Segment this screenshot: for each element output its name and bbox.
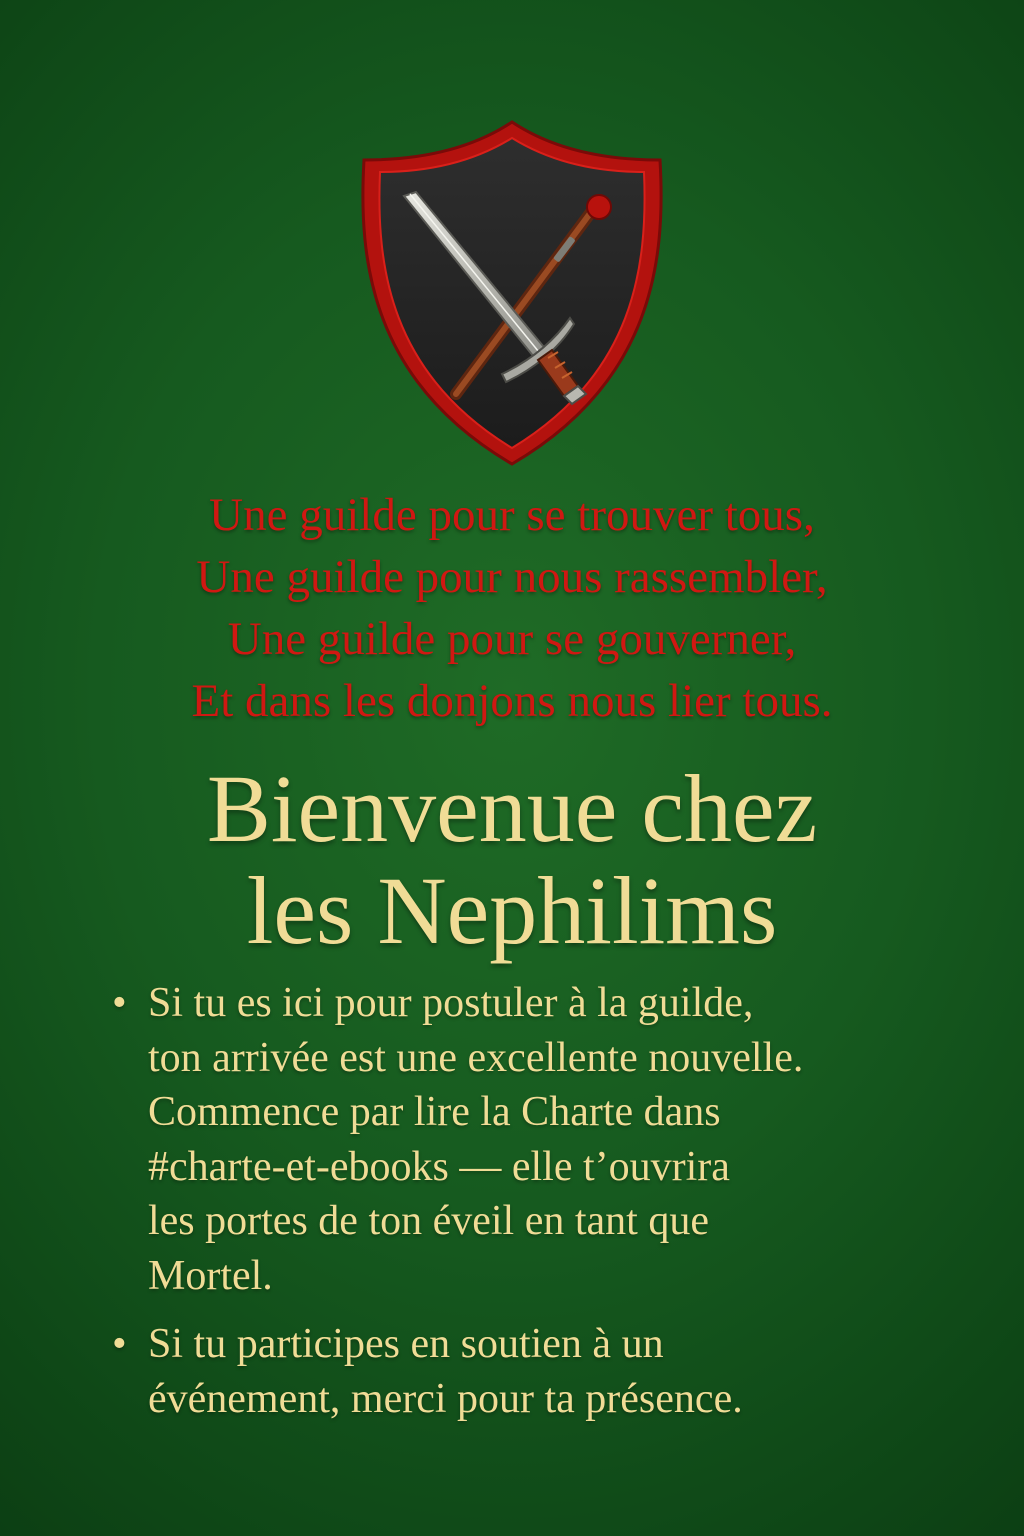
bullet-line: les portes de ton éveil en tant que bbox=[148, 1198, 709, 1244]
poem-line: Une guilde pour se trouver tous, bbox=[209, 489, 815, 541]
title-line: les Nephilims bbox=[246, 857, 778, 964]
shield-field bbox=[379, 138, 644, 448]
poem-line: Et dans les donjons nous lier tous. bbox=[191, 675, 833, 727]
bullet-line: Commence par lire la Charte dans bbox=[148, 1089, 721, 1135]
bullet-line: événement, merci pour ta présence. bbox=[148, 1375, 743, 1422]
guild-poem bbox=[40, 484, 984, 732]
bullet-marker: • bbox=[112, 980, 127, 1026]
list-item bbox=[112, 1317, 972, 1426]
bullet-line: Si tu es ici pour postuler à la guilde, bbox=[148, 980, 754, 1026]
bullet-line: Mortel. bbox=[148, 1252, 273, 1299]
welcome-bullets bbox=[112, 976, 972, 1440]
bullet-marker: • bbox=[112, 1321, 127, 1367]
title-line: Bienvenue chez bbox=[206, 755, 818, 862]
bullet-line: #charte-et-ebooks — elle t’ouvrira bbox=[148, 1143, 730, 1190]
page-title bbox=[40, 755, 984, 964]
poem-line: Une guilde pour se gouverner, bbox=[227, 613, 797, 665]
shield-crossed-swords-icon bbox=[352, 112, 672, 474]
poem-line: Une guilde pour nous rassembler, bbox=[196, 551, 828, 603]
bullet-line: Si tu participes en soutien à un bbox=[148, 1321, 664, 1367]
list-item bbox=[112, 976, 972, 1303]
bullet-line: ton arrivée est une excellente nouvelle. bbox=[148, 1034, 804, 1081]
